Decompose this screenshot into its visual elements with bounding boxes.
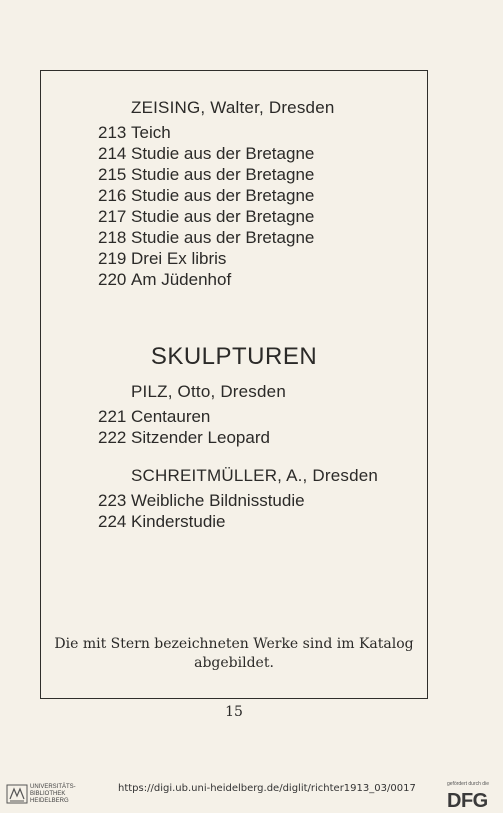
entry-number: 216 [98, 186, 127, 205]
catalog-entry [98, 427, 270, 448]
entry-number: 213 [98, 123, 127, 142]
entry-title: Studie aus der Bretagne [131, 207, 315, 226]
note-line: abgebildet. [194, 655, 274, 671]
catalog-entry [98, 248, 226, 269]
permalink-url[interactable]: https://digi.ub.uni-heidelberg.de/diglit/richter1913_03/0017 [118, 783, 416, 794]
entry-title: Drei Ex libris [131, 249, 227, 268]
entry-title: Studie aus der Bretagne [131, 228, 315, 247]
entry-title: Sitzender Leopard [131, 428, 270, 447]
entry-number: 222 [98, 428, 127, 447]
entry-number: 218 [98, 228, 127, 247]
catalog-entry [98, 122, 171, 143]
entry-number: 224 [98, 512, 127, 531]
catalog-entry [98, 227, 314, 248]
catalog-entry [98, 269, 231, 290]
entry-number: 220 [98, 270, 127, 289]
catalog-entry [98, 143, 314, 164]
catalog-entry [98, 511, 226, 532]
entry-number: 215 [98, 165, 127, 184]
artist-heading-zeising: ZEISING, Walter, Dresden [131, 98, 335, 117]
entry-number: 223 [98, 491, 127, 510]
entry-title: Teich [131, 123, 171, 142]
entry-title: Studie aus der Bretagne [131, 144, 315, 163]
entry-title: Kinderstudie [131, 512, 226, 531]
catalog-entry [98, 206, 314, 227]
entry-number: 219 [98, 249, 127, 268]
entry-title: Am Jüdenhof [131, 270, 232, 289]
artist-heading-pilz: PILZ, Otto, Dresden [131, 382, 286, 401]
entry-title: Centauren [131, 407, 211, 426]
catalog-entry [98, 185, 314, 206]
catalog-entry [98, 406, 210, 427]
funding-note: gefördert durch die [447, 781, 489, 787]
catalog-note [40, 635, 428, 673]
entry-number: 217 [98, 207, 127, 226]
catalog-entry [98, 490, 305, 511]
entry-title: Weibliche Bildnisstudie [131, 491, 305, 510]
section-heading: SKULPTUREN [150, 343, 318, 370]
library-name: UNIVERSITÄTS- BIBLIOTHEK HEIDELBERG [30, 784, 76, 804]
entry-number: 221 [98, 407, 127, 426]
artist-heading-schreitmueller: SCHREITMÜLLER, A., Dresden [131, 466, 379, 485]
catalog-entry [98, 164, 314, 185]
dfg-logo[interactable]: DFG [447, 790, 488, 812]
page-number: 15 [225, 704, 243, 720]
entry-title: Studie aus der Bretagne [131, 186, 315, 205]
entry-title: Studie aus der Bretagne [131, 165, 315, 184]
entry-number: 214 [98, 144, 127, 163]
note-line: Die mit Stern bezeichneten Werke sind im Katalog [54, 636, 414, 652]
university-seal-icon [6, 784, 28, 804]
